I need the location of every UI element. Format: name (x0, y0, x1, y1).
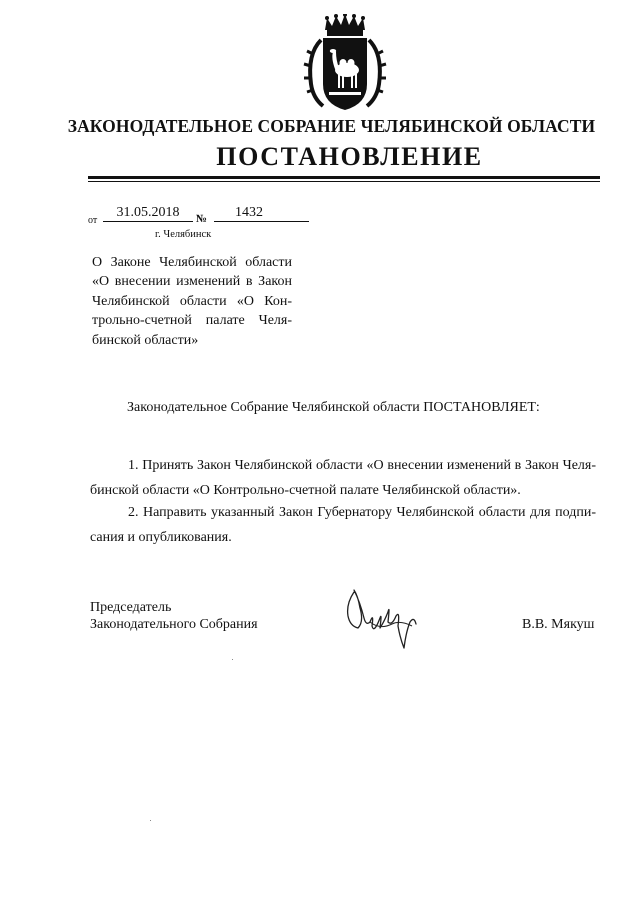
date-from-label: от (88, 215, 98, 226)
item-line: 2. Направить указанный Закон Губернатору Челябинской области для подпи- (128, 505, 596, 520)
signer-position-line1: Председатель (90, 600, 172, 615)
number-label: № (196, 213, 208, 225)
document-date: 31.05.2018 (116, 205, 180, 220)
item-line: 1. Принять Закон Челябинской области «О внесении изменений в Закон Челя- (128, 458, 596, 473)
subject-line: трольно-счетной палате Челя- (92, 313, 292, 329)
document-number: 1432 (235, 205, 263, 220)
resolution-item-2 (90, 500, 596, 550)
scan-speck (232, 659, 233, 660)
subject-line: О Законе Челябинской области (92, 255, 292, 270)
resolution-preamble: Законодательное Собрание Челябинской области ПОСТАНОВЛЯЕТ: (127, 400, 540, 415)
document-type-heading: ПОСТАНОВЛЕНИЕ (216, 142, 483, 171)
organization-title: ЗАКОНОДАТЕЛЬНОЕ СОБРАНИЕ ЧЕЛЯБИНСКОЙ ОБЛАСТИ (67, 116, 596, 136)
document-subject (92, 253, 292, 350)
issue-city: г. Челябинск (155, 229, 212, 240)
subject-line: «О внесении изменений в Закон (92, 274, 292, 290)
header-rule-thin (88, 181, 600, 182)
date-underline (103, 221, 193, 222)
scan-speck (150, 820, 151, 821)
signer-name: В.В. Мякуш (522, 617, 595, 632)
subject-line: бинской области» (92, 332, 199, 348)
resolution-item-1 (90, 453, 596, 503)
coat-of-arms-emblem (303, 14, 387, 114)
header-rule-thick (88, 176, 600, 179)
number-underline (214, 221, 309, 222)
handwritten-signature (340, 582, 430, 654)
item-line: бинской области «О Контрольно-счетной палате Челябинской области». (90, 483, 521, 498)
item-line: сания и опубликования. (90, 530, 232, 545)
signer-position-line2: Законодательного Собрания (90, 617, 258, 632)
subject-line: Челябинской области «О Кон- (92, 293, 292, 309)
